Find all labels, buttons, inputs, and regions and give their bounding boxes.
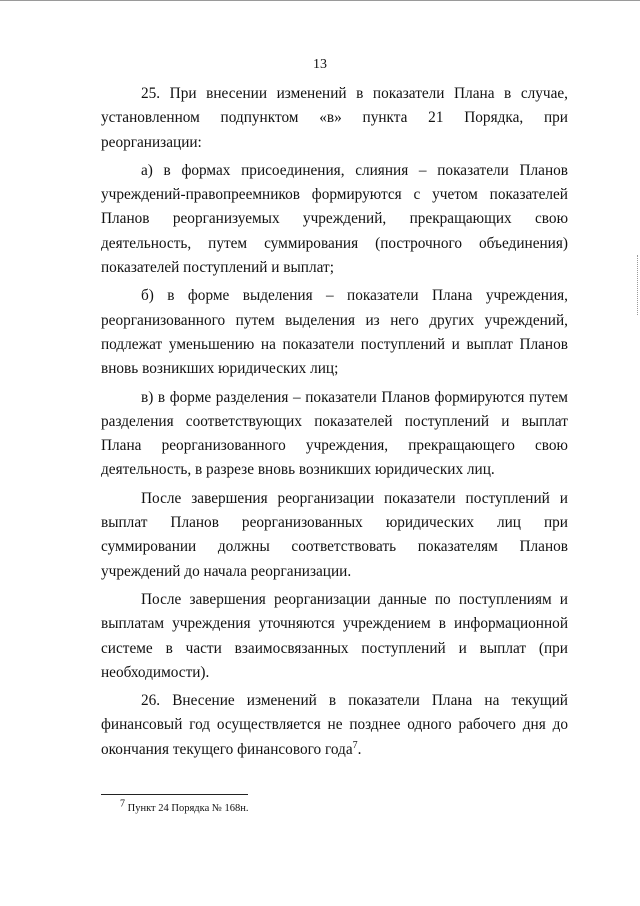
paragraph-after-reorganization: После завершения реорганизации показатели поступлений и выплат Планов реорганизованных юридических лиц при суммировании должны соответствовать показателям Планов учреждений до начала реорганизации. <box>101 489 568 580</box>
paragraph-25v: в) в форме разделения – показатели Планов формируются путем разделения соответствующих показателей поступлений и выплат Плана реорганизованного учреждения, прекращающего свою деятельность, в разрезе вновь возникших юридических лиц. <box>101 388 568 479</box>
page-top-edge <box>0 0 640 1</box>
paragraph-25: 25. При внесении изменений в показатели Плана в случае, установленном подпунктом «в» пункта 21 Порядка, при реорганизации: <box>101 85 568 151</box>
footnote-text: Пункт 24 Порядка № 168н. <box>127 803 249 814</box>
paragraph-26-text: 26. Внесение изменений в показатели Плана на текущий финансовый год осуществляется не позднее одного рабочего дня до окончания текущего финансового года <box>101 692 568 758</box>
paragraph-25b: б) в форме выделения – показатели Плана учреждения, реорганизованного путем выделения из него других учреждений, подлежат уменьшению на показатели поступлений и выплат Планов вновь возникших юридических лиц; <box>101 287 568 378</box>
paragraph-data-refinement: После завершения реорганизации данные по поступлениям и выплатам учреждения уточняются учреждением в информационной системе в части взаимосвязанных поступлений и выплат (при необходимости). <box>101 590 568 681</box>
document-body <box>101 82 568 762</box>
paragraph-26: 26. Внесение изменений в показатели Плана на текущий финансовый год осуществляется не позднее одного рабочего дня до окончания текущего финансового года$^7$. <box>101 692 568 758</box>
footnote <box>120 798 249 814</box>
paragraph-25a: а) в формах присоединения, слияния – показатели Планов учреждений-правопреемников формируются с учетом показателей Планов реорганизуемых учреждений, прекращающих свою деятельность, путем суммирования (построчного объединения) показателей поступлений и выплат; <box>101 161 568 277</box>
page-number: 13 <box>313 57 327 72</box>
footnote-separator <box>101 794 248 795</box>
footnote-marker: 7 <box>120 798 125 810</box>
footnote-reference: 7 <box>352 739 358 751</box>
